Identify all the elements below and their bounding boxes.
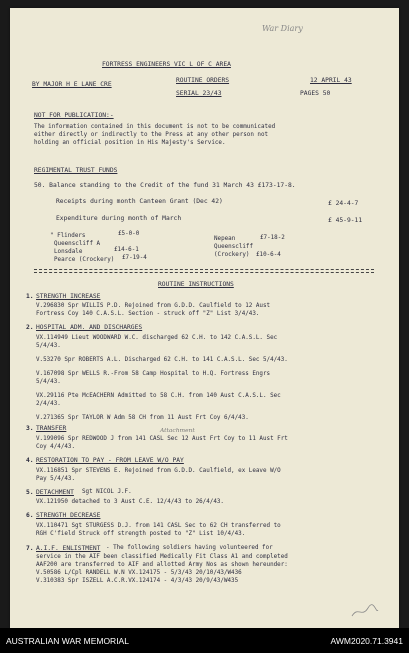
receipts-label: Receipts during month Canteen Grant (Dec 42) [56,198,223,205]
pencil-scribble [350,604,380,620]
fund-item: Queenscliff [214,244,254,250]
item-heading: A.I.F. ENLISTMENT [36,545,101,552]
item-line: VX.121950 detached to 3 Aust C.E. 12/4/43 to 26/4/43. [36,499,224,505]
balance-line: 50. Balance standing to the Credit of the fund 31 March 43 £173-17-8. [34,182,296,189]
item-heading: DETACHMENT [36,489,74,496]
item-line: VX.116851 Spr STEVENS E. Rejoined from G.D.D. Caulfield, ex Leave W/O [36,468,281,474]
fund-value: £7-19-4 [122,255,147,261]
item-line: V.167098 Spr WELLS R.-From 58 Camp Hospital to H.Q. Fortress Engrs [36,371,271,377]
fund-value: £5-0-0 [118,231,140,237]
item-line: V.50586 L/Cpl RANDELL W.N VX.124175 - 5/3/43 20/10/43/W436 [36,570,242,576]
section-divider [34,272,374,273]
war-diary-annotation: War Diary [262,24,303,33]
expenditure-label: Expenditure during month of March [56,215,182,222]
item-number: 6. [26,512,34,519]
item-number: 7. [26,545,34,552]
orders-title: ROUTINE ORDERS [176,77,230,84]
item-inline-text: Sgt NICOL J.F. [82,489,132,495]
pages-count: PAGES 50 [300,90,331,97]
item-number: 1. [26,293,34,300]
not-for-publication-title: NOT FOR PUBLICATION:- [34,112,114,119]
archive-reference: AWM2020.71.3941 [330,636,403,646]
item-number: 4. [26,457,34,464]
notice-line: holding an official position in His Majesty's Service. [34,140,226,146]
notice-line: either directly or indirectly to the Press at any other person not [34,132,269,138]
expenditure-value: £ 45-9-11 [328,217,363,224]
fund-item: Pearce (Crockery) [54,257,115,263]
fund-item: Lonsdale [54,249,83,255]
item-heading: STRENGTH DECREASE [36,512,101,519]
fund-value: £10-6-4 [256,252,281,258]
handwritten-insertion: Attachment [160,428,195,434]
item-line: VX.110471 Sgt STURGESS D.J. from 141 CASL Sec to 62 CH transferred to [36,523,281,529]
section-divider [34,269,374,270]
item-heading: HOSPITAL ADM. AND DISCHARGES [36,324,143,331]
authority-line: BY MAJOR H E LANE CRE [32,81,112,88]
item-line: V.53270 Spr ROBERTS A.L. Discharged 62 C.H. to 141 C.A.S.L. Sec 5/4/43. [36,357,288,363]
document-page [10,8,399,628]
item-line: service in the AIF been classified Medically Fit Class A1 and completed [36,554,288,560]
item-line: AAF200 are transferred to AIF and allotted Army Nos as shown hereunder: [36,562,288,568]
item-heading: TRANSFER [36,425,67,432]
item-line: RGH C'field Struck off strength posted to "Z" List 10/4/43. [36,531,246,537]
item-heading: RESTORATION TO PAY - FROM LEAVE W/O PAY [36,457,184,464]
archive-name: AUSTRALIAN WAR MEMORIAL [6,636,129,646]
item-number: 5. [26,489,34,496]
item-line: 2/4/43. [36,401,61,407]
item-line: VX.29116 Pte McEACHERN Admitted to 58 C.H. from 140 Aust C.A.S.L. Sec [36,393,281,399]
item-heading: STRENGTH INCREASE [36,293,101,300]
unit-heading: FORTRESS ENGINEERS VIC L OF C AREA [102,61,231,68]
footer-strip [0,628,409,653]
item-line: V.199096 Spr REDWOOD J from 141 CASL Sec 12 Aust Frt Coy to 11 Aust Frt [36,436,288,442]
fund-value: £14-6-1 [114,247,139,253]
item-line: VX.114949 Lieut WOODWARD W.C. discharged 62 C.H. to 142 C.A.S.L. Sec [36,335,278,341]
item-number: 2. [26,324,34,331]
item-line: 5/4/43. [36,343,61,349]
item-line: V.271365 Spr TAYLOR W Adm 58 CH from 11 Aust Frt Coy 6/4/43. [36,415,249,421]
item-line: Coy 4/4/43. [36,444,76,450]
item-inline-text: - The following soldiers having volunteered for [106,545,273,551]
fund-item: " Flinders [50,233,86,239]
item-line: V.296830 Spr WILLIS P.D. Rejoined from G.D.D. Caulfield to 12 Aust [36,303,271,309]
fund-item: (Crockery) [214,252,250,258]
receipts-value: £ 24-4-7 [328,200,359,207]
fund-item: Queenscliff A [54,241,101,247]
item-line: 5/4/43. [36,379,61,385]
fund-value: £7-18-2 [260,235,285,241]
item-line: Fortress Coy 140 C.A.S.L. Section - struck off "Z" List 3/4/43. [36,311,260,317]
item-line: V.310383 Spr ISZELL A.C.R.VX.124174 - 4/3/43 20/9/43/W435 [36,578,239,584]
item-line: Pay 5/4/43. [36,476,76,482]
serial-number: SERIAL 23/43 [176,90,222,97]
order-date: 12 APRIL 43 [310,77,352,84]
fund-item: Nepean [214,236,236,242]
notice-line: The information contained in this document is not to be communicated [34,124,276,130]
routine-instructions-title: ROUTINE INSTRUCTIONS [158,281,234,288]
trust-funds-title: REGIMENTAL TRUST FUNDS [34,167,118,174]
item-number: 3. [26,425,34,432]
